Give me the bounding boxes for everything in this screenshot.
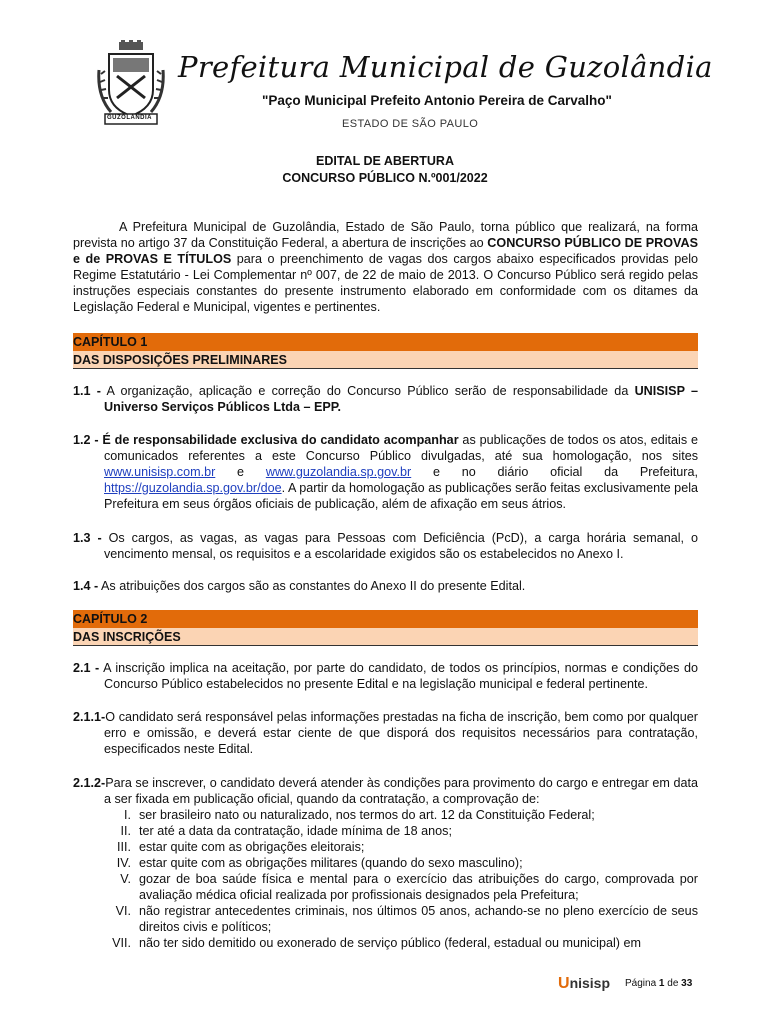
list-item-number: V.	[120, 872, 131, 886]
item-text: A inscrição implica na aceitação, por parte do candidato, de todos os princípios, normas e condições do Concurso Público estabelecidos no presente Edital e na legislação municipal e federal pertinente.	[99, 661, 698, 691]
chapter-2-header	[73, 610, 698, 646]
list-item	[73, 855, 698, 871]
intro-text-1: A Prefeitura Municipal de Guzolândia, Estado de São Paulo, torna público que realizará, na forma prevista no artigo 37 da Constituição Federal, a abertura de inscrições ao	[73, 220, 698, 250]
item-2-1-1	[73, 709, 698, 757]
unisisp-logo	[558, 975, 610, 993]
page-current: 1	[658, 978, 665, 989]
item-number: 1.4 -	[73, 579, 99, 593]
item-number: 2.1.2-	[73, 776, 106, 790]
item-2-1	[73, 660, 698, 692]
item-text: A organização, aplicação e correção do Concurso Público serão de responsabilidade da	[100, 384, 635, 398]
list-item	[73, 839, 698, 855]
item-text: e no diário oficial da Prefeitura,	[411, 465, 698, 479]
page-prefix: Página	[625, 978, 659, 989]
guzolandia-link[interactable]: www.guzolandia.sp.gov.br	[265, 465, 412, 479]
doc-heading-2: CONCURSO PÚBLICO N.º001/2022	[282, 171, 488, 185]
logo-letter: U	[558, 975, 570, 992]
page-mid: de	[664, 978, 682, 989]
coat-of-arms-icon	[95, 40, 167, 126]
intro-paragraph	[73, 219, 698, 315]
list-item-number: VII.	[112, 936, 131, 950]
logo-text: nisisp	[569, 975, 611, 991]
item-text: Para se inscrever, o candidato deverá atender às condições para provimento do cargo e entregar em data a ser fixada em publicação oficial, quando da contratação, a comprovação de:	[104, 776, 698, 806]
item-number: 1.3 -	[73, 531, 102, 545]
item-1-1	[73, 383, 698, 415]
chapter-2-title: DAS INSCRIÇÕES	[73, 628, 698, 646]
chapter-1-header	[73, 333, 698, 369]
item-number: 2.1 -	[73, 661, 100, 675]
intro-text-2: para o preenchimento de vagas dos cargos abaixo especificados providas pelo Regime Estatutário - Lei Complementar nº 007, de 22 de maio de 2013. O Concurso Público será regido pelas instruções especiais constantes do presente instrumento elaborado em conformidade com os ditames da Legislação Federal e Municipal, vigentes e pertinentes.	[73, 252, 698, 314]
item-text: as publicações de todos os atos, editais e comunicados referentes a este Concurso Público divulgadas, até sua homologação, nos sites	[104, 433, 698, 463]
list-item-text: não registrar antecedentes criminais, nos últimos 05 anos, achando-se no pleno exercício de seus direitos civis e políticos;	[139, 904, 698, 934]
item-text: O candidato será responsável pelas informações prestadas na ficha de inscrição, bem como por qualquer erro e omissão, e deverá estar ciente de que disporá dos requisitos necessários para contratação, especificados neste Edital.	[104, 710, 698, 756]
chapter-1-label: CAPÍTULO 1	[73, 333, 698, 351]
item-bold: UNISISP – Universo Serviços Públicos Ltda – EPP.	[104, 384, 698, 414]
list-item-text: ter até a data da contratação, idade mínima de 18 anos;	[139, 824, 452, 838]
page-number	[625, 978, 692, 989]
item-1-4	[73, 578, 698, 594]
list-item-number: VI.	[115, 904, 131, 918]
list-item-text: estar quite com as obrigações eleitorais;	[139, 840, 365, 854]
list-item-number: II.	[120, 824, 131, 838]
chapter-1-title: DAS DISPOSIÇÕES PRELIMINARES	[73, 351, 698, 369]
unisisp-link[interactable]: www.unisisp.com.br	[104, 465, 216, 479]
intro-bold: CONCURSO PÚBLICO DE PROVAS e de PROVAS E TÍTULOS	[73, 236, 698, 266]
requirements-list	[73, 807, 698, 951]
item-text: As atribuições dos cargos são as constantes do Anexo II do presente Edital.	[98, 579, 526, 593]
chapter-2-label: CAPÍTULO 2	[73, 610, 698, 628]
list-item-text: estar quite com as obrigações militares (quando do sexo masculino);	[139, 856, 523, 870]
item-2-1-2	[73, 775, 698, 807]
state-label: ESTADO DE SÃO PAULO	[342, 118, 479, 130]
item-1-3	[73, 530, 698, 562]
list-item-number: I.	[124, 808, 131, 822]
list-item	[73, 903, 698, 935]
doc-heading-1: EDITAL DE ABERTURA	[316, 154, 454, 168]
item-text: Os cargos, as vagas, as vagas para Pessoas com Deficiência (PcD), a carga horária semanal, o vencimento mensal, os requisitos e a escolaridade exigidos são os estabelecidos no Anexo I.	[101, 531, 698, 561]
item-number: 1.2 -	[73, 433, 99, 447]
list-item-number: IV.	[116, 856, 131, 870]
crest-banner-text: GUZOLANDIA	[107, 115, 152, 121]
list-item-text: ser brasileiro nato ou naturalizado, nos termos do art. 12 da Constituição Federal;	[139, 808, 595, 822]
list-item	[73, 807, 698, 823]
list-item	[73, 871, 698, 903]
item-number: 1.1 -	[73, 384, 101, 398]
list-item-text: gozar de boa saúde física e mental para o exercício das atribuições do cargo, comprovada por avaliação médica oficial realizada por profissionais designados pela Prefeitura;	[139, 872, 698, 902]
page-total: 33	[681, 978, 693, 989]
list-item-number: III.	[117, 840, 131, 854]
item-1-2	[73, 432, 698, 512]
item-text: e	[215, 465, 266, 479]
item-bold: É de responsabilidade exclusiva do candidato acompanhar	[98, 433, 459, 447]
item-text: . A partir da homologação as publicações serão feitas exclusivamente pela Prefeitura em seus órgãos oficiais de publicação, além de afixação em seus átrios.	[104, 481, 698, 511]
item-number: 2.1.1-	[73, 710, 106, 724]
list-item	[73, 823, 698, 839]
page-subtitle: "Paço Municipal Prefeito Antonio Pereira de Carvalho"	[262, 93, 612, 108]
doe-link[interactable]: https://guzolandia.sp.gov.br/doe	[104, 481, 282, 495]
list-item-text: não ter sido demitido ou exonerado de serviço público (federal, estadual ou municipal) em	[139, 936, 641, 950]
page-title: Prefeitura Municipal de Guzolândia	[178, 50, 713, 84]
list-item	[73, 935, 698, 951]
